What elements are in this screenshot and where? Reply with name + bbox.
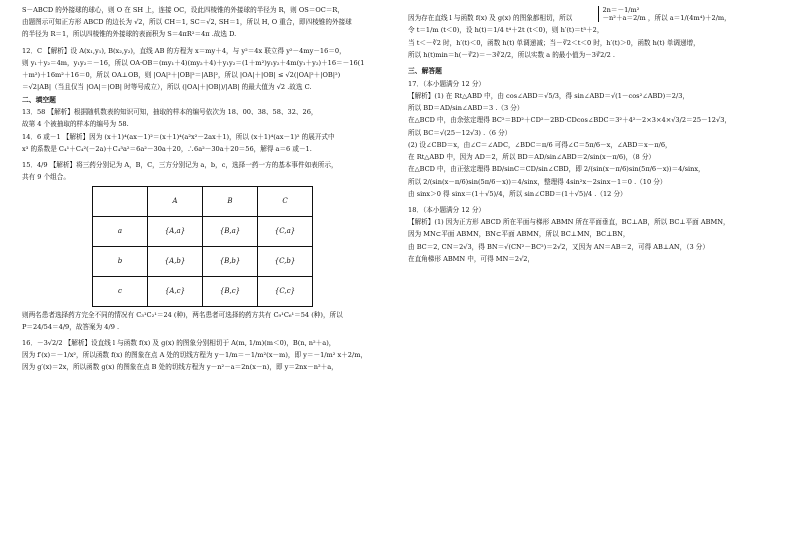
table-cell: {B,b}: [203, 246, 258, 276]
table-cell: {A,c}: [148, 276, 203, 306]
question-16: [22, 339, 384, 372]
table-header-cell: B: [203, 186, 258, 216]
question-15: [22, 161, 384, 331]
text-line: x³ 的系数是 C₄¹＋C₄²(－2a)＋C₄³a²＝6a²－30a＋20，∴6a²－30a＋20＝56，解得 a＝6 或－1.: [22, 144, 312, 153]
equation-system: [598, 6, 645, 22]
text-line: 因为 g′(x)＝2x，所以函数 g(x) 的图象在点 B 处的切线方程为 y－n²－a＝2n(x－n)，即 y＝2nx－n²＋a，: [22, 363, 338, 372]
question-header: 17．（本小题满分 12 分）: [408, 79, 486, 88]
right-column: [408, 6, 778, 263]
section-title-fill-in: 二、填空题: [22, 95, 56, 104]
right-top-block: [408, 26, 778, 59]
text-line: 16．－3√2/2 【解析】设直线 l 与函数 f(x) 及 g(x) 的图象分别相切于 A(m, 1/m)(m＜0)，B(n, n²＋a)，: [22, 339, 336, 347]
text-line: P＝24/54＝4/9，故答案为 4/9 .: [22, 322, 120, 331]
table-header-row: [93, 186, 313, 216]
text-line: 在△BCD 中，由余弦定理得 BC²＝BD²＋CD²－2BD·CDcos∠BDC＝3²＋4²－2×3×4×√3/2＝25－12√3，: [408, 116, 731, 125]
equation-line: 2n＝－1/m²: [602, 6, 640, 14]
table-cell: c: [93, 276, 148, 306]
table-cell: b: [93, 246, 148, 276]
text-line: 故第 4 个被抽取的样本的编号为 58.: [22, 120, 129, 129]
text-line: 则 y₁＋y₂＝4m，y₁y₂＝－16，所以 OA·OB＝(my₁＋4)(my₂＋4)＋y₁y₂＝(1＋m²)y₁y₂＋4m(y₁＋y₂)＋16＝－16(1: [22, 58, 365, 67]
text-line: 共有 9 个组合。: [22, 173, 70, 182]
text-line: 【解析】(1) 因为正方形 ABCD 所在平面与梯形 ABMN 所在平面垂直，BC⊥AB，所以 BC⊥平面 ABMN，: [408, 218, 730, 227]
text-line: 在直角梯形 ABMN 中，可得 MN＝2√2，: [408, 254, 535, 263]
text-line: 【解析】(1) 在 Rt△ABD 中，由 cos∠ABD＝√5/3，得 sin∠ABD＝√(1－cos²∠ABD)＝2/3，: [408, 91, 690, 100]
text-line: 12．C 【解析】设 A(x₁,y₁), B(x₂,y₂)，直线 AB 的方程为 x＝my＋4，与 y²＝4x 联立得 y²－4my－16＝0，: [22, 46, 346, 55]
table-row: [93, 216, 313, 246]
table-row: [93, 276, 313, 306]
question-18: [408, 218, 778, 263]
table-cell: {B,a}: [203, 216, 258, 246]
question-13: [22, 108, 384, 128]
text-line: 所以 BC＝√(25－12√3) .（6 分）: [408, 128, 512, 137]
table-cell: {C,a}: [258, 216, 313, 246]
table-cell: a: [93, 216, 148, 246]
table-header-cell: C: [258, 186, 313, 216]
question-17: [408, 92, 778, 198]
text-line: ＋m²)＋16m²＋16＝0，所以 OA⊥OB，则 |OA|²＋|OB|²＝|AB|²，所以 |OA|＋|OB| ≤ √2(|OA|²＋|OB|²): [22, 71, 341, 80]
text-line: 14．6 或－1 【解析】因为 (x＋1)⁴(ax－1)²＝(x＋1)⁴(a²x²－2ax＋1)，所以 (x＋1)⁴(ax－1)² 的展开式中: [22, 132, 335, 141]
table-header-cell: [93, 186, 148, 216]
table-cell: {A,a}: [148, 216, 203, 246]
text-segment: ，所以 a＝1/(4m⁴)＋2/m，: [647, 14, 731, 23]
text-line: ＝√2|AB|（当且仅当 |OA|＝|OB| 时等号成立），所以 (|OA|＋|OB|)/|AB| 的最大值为 √2 .故选 C.: [22, 83, 312, 92]
equation-line: －n²＋a＝2/m: [602, 14, 646, 23]
left-column: [22, 6, 384, 372]
text-line: 由题图示可知正方形 ABCD 的边长为 √2，所以 CH＝1, SC＝√2, SH＝1，所以 H, O 重合，即四棱锥的外接球: [22, 18, 352, 27]
table-row: [93, 246, 313, 276]
question-12: [22, 47, 384, 92]
text-line: 则两名患者选择药方完全不同的情况有 C₃¹C₂¹＝24 (种)，两名患者可选择的药方共有 C₉¹C₆¹＝54 (种)，所以: [22, 310, 343, 319]
text-line: (2) 设∠CBD＝x，由∠C＝∠ADC，∠BDC＝π/6 可得∠C＝5π/6－x，∠ABD＝x－π/6，: [408, 140, 672, 149]
text-line: 13．58 【解析】根据随机数表的知识可知，抽取的样本的编号依次为 18、00、38、58、32、26，: [22, 108, 318, 117]
tangent-system-line: [408, 6, 778, 22]
text-line: S－ABCD 的外接球的球心，则 O 在 SH 上，连接 OC，设此四棱锥的外接球的半径为 R，则 OS＝OC＝R，: [22, 6, 344, 14]
text-line: 所以 2/(sin(x－π/6)sin(5π/6－x))＝4/sinx，整理得 4sin²x－2sinx－1＝0 .（10 分）: [408, 177, 667, 186]
question-header: 18．（本小题满分 12 分）: [408, 206, 486, 214]
text-line: 在 Rt△ABD 中，因为 AD＝2，所以 BD＝AD/sin∠ABD＝2/sin(x－π/6)，（8 分）: [408, 153, 656, 162]
table-cell: {A,b}: [148, 246, 203, 276]
question-14: [22, 133, 384, 153]
text-line: 在△BCD 中，由正弦定理得 BD/sinC＝CD/sin∠CBD，即 2/(sin(x－π/6)sin(5π/6－x))＝4/sinx，: [408, 165, 705, 174]
text-line: 因为 MN⊂平面 ABMN，BN⊂平面 ABMN，所以 BC⊥MN，BC⊥BN，: [408, 230, 630, 239]
section-title-solutions: 三、解答题: [408, 67, 442, 76]
left-top-block: [22, 6, 384, 39]
table-cell: {B,c}: [203, 276, 258, 306]
text-line: 所以 BD＝AD/sin∠ABD＝3 .（3 分）: [408, 104, 524, 113]
text-line: 令 t＝1/m (t＜0)，设 h(t)＝1/4 t⁴＋2t (t＜0)，则 h′(t)＝t³＋2，: [408, 26, 604, 35]
text-line: 因为 f′(x)＝－1/x²，所以函数 f(x) 的图象在点 A 处的切线方程为 y－1/m＝－1/m²(x－m)，即 y＝－1/m² x＋2/m，: [22, 351, 368, 360]
table-header-cell: A: [148, 186, 203, 216]
text-line: 所以 h(t)min＝h(－∛2)＝－3∛2/2，所以实数 a 的最小值为－3∛2/2 .: [408, 50, 615, 59]
text-line: 的半径为 R＝1，所以四棱锥的外接球的表面积为 S＝4πR²＝4π .故选 D.: [22, 30, 237, 39]
text-line: 由 BC＝2, CN＝2√3，得 BN＝√(CN²－BC²)＝2√2，又因为 AN＝AB＝2，可得 AB⊥AN，（3 分）: [408, 242, 709, 251]
table-cell: {C,b}: [258, 246, 313, 276]
text-line: 15．4/9 【解析】将三药分别记为 A，B，C，三方分别记为 a，b，c，选择一药一方的基本事件如表所示，: [22, 161, 338, 170]
text-line: 由 sinx＞0 得 sinx＝(1＋√5)/4，所以 sin∠CBD＝(1＋√5)/4 .（12 分）: [408, 189, 627, 198]
text-segment: 因为存在直线 l 与函数 f(x) 及 g(x) 的图象都相切，所以: [408, 14, 573, 23]
combination-table: [92, 186, 313, 307]
table-cell: {C,c}: [258, 276, 313, 306]
text-line: 当 t＜－∛2 时，h′(t)＜0，函数 h(t) 单调递减；当－∛2＜t＜0 时，h′(t)＞0，函数 h(t) 单调递增，: [408, 38, 700, 47]
